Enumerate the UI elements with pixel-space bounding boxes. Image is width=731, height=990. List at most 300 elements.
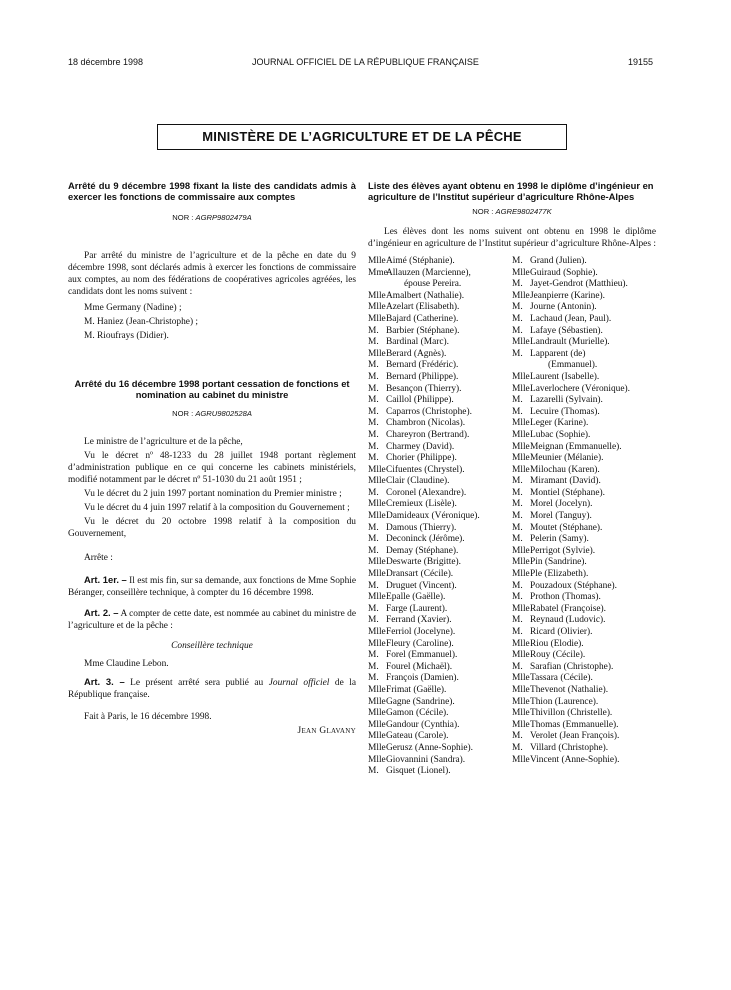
graduate-name: Gandour (Cynthia).: [386, 719, 460, 730]
graduate-entry: [368, 743, 512, 755]
graduate-entry: [368, 523, 512, 535]
graduate-title: M.: [368, 650, 379, 661]
graduate-entry: [368, 302, 512, 314]
graduate-title: Mlle: [512, 638, 530, 649]
graduate-entry: [512, 755, 656, 767]
graduate-entry: [368, 592, 512, 604]
graduate-name: Leger (Karine).: [530, 418, 589, 429]
candidate-name: M. Haniez (Jean-Christophe) ;: [84, 317, 199, 327]
header-page-number: 19155: [627, 57, 653, 67]
graduate-name: Druguet (Vincent).: [386, 580, 457, 591]
graduate-entry: [512, 453, 656, 465]
graduate-name: Reynaud (Ludovic).: [530, 615, 606, 626]
graduate-title: M.: [368, 406, 379, 417]
graduate-name: Thevenot (Nathalie).: [530, 684, 609, 695]
graduate-name: Bernard (Frédéric).: [386, 360, 459, 371]
graduate-name: Caparros (Christophe).: [386, 406, 472, 417]
article-1-label: Art. 1er. –: [84, 574, 127, 585]
graduate-title: Mme: [368, 267, 388, 278]
graduate-title: Mlle: [368, 511, 386, 522]
nor-reference: [368, 206, 656, 218]
article-3-label: Art. 3. –: [84, 676, 125, 687]
graduate-name: Cifuentes (Chrystel).: [386, 464, 465, 475]
graduate-name: Lecuire (Thomas).: [530, 406, 600, 417]
graduate-name: Vincent (Anne-Sophie).: [530, 754, 620, 765]
graduate-title: M.: [512, 487, 523, 498]
graduate-name: Pin (Sandrine).: [530, 557, 587, 568]
graduate-entry: [368, 557, 512, 569]
graduate-name: Riou (Elodie).: [530, 638, 584, 649]
graduate-entry: [368, 279, 512, 291]
graduate-entry: [368, 256, 512, 268]
graduate-name: Ferriol (Jocelyne).: [386, 627, 456, 637]
graduate-entry: [368, 731, 512, 743]
graduate-name: Caillol (Philippe).: [386, 395, 454, 406]
graduate-name: Lubac (Sophie).: [530, 429, 591, 440]
graduate-entry: [368, 476, 512, 488]
graduate-title: Mlle: [368, 627, 386, 637]
graduate-title: Mlle: [512, 696, 530, 707]
graduate-entry: [368, 697, 512, 709]
graduate-title: M.: [512, 522, 523, 533]
graduate-entry: [368, 453, 512, 465]
graduate-entry: [368, 534, 512, 546]
graduate-title: M.: [512, 742, 523, 753]
graduate-entry: [368, 673, 512, 685]
graduate-title: M.: [512, 325, 523, 336]
graduate-entry: [368, 465, 512, 477]
graduate-entry: [512, 360, 656, 372]
graduate-title: Mlle: [512, 453, 530, 464]
graduate-entry: [512, 708, 656, 720]
graduate-name: Bernard (Philippe).: [386, 371, 459, 382]
graduate-entry: [512, 268, 656, 280]
graduate-entry: [512, 650, 656, 662]
graduate-entry: [512, 337, 656, 349]
graduate-title: M.: [368, 429, 379, 440]
graduate-name: Fourel (Michaël).: [386, 661, 453, 672]
graduate-title: M.: [368, 766, 379, 777]
graduate-title: Mlle: [512, 708, 530, 719]
graduate-name: Miramant (David).: [530, 476, 601, 487]
graduate-title: Mlle: [368, 638, 386, 649]
graduates-list: [368, 256, 656, 778]
graduate-title: Mlle: [368, 684, 386, 695]
graduate-name: Cremieux (Lisèle).: [386, 499, 457, 510]
graduate-name: Verolet (Jean François).: [530, 731, 620, 742]
graduate-name: Pouzadoux (Stéphane).: [530, 580, 617, 591]
graduate-title: Mlle: [368, 569, 386, 580]
graduate-title: M.: [512, 499, 523, 510]
graduates-column-1: [368, 256, 512, 778]
graduate-title: Mlle: [368, 302, 386, 313]
article-3-text-a: Le présent arrêté sera publié au: [130, 678, 264, 688]
graduate-title: Mlle: [512, 464, 530, 475]
graduate-title: M.: [368, 673, 379, 684]
graduate-title: Mlle: [368, 731, 386, 742]
graduate-title: M.: [368, 522, 379, 533]
graduate-name: Frimat (Gaëlle).: [386, 684, 447, 695]
graduate-entry: [512, 685, 656, 697]
graduate-name: Gateau (Carole).: [386, 731, 449, 742]
nominee-name: Mme Claudine Lebon.: [84, 659, 169, 669]
graduate-title: Mlle: [512, 383, 530, 394]
graduate-title: M.: [512, 476, 523, 487]
graduate-entry: [512, 639, 656, 651]
graduate-title: Mlle: [368, 464, 386, 475]
graduate-name: Morel (Tanguy).: [530, 511, 592, 522]
graduate-title: M.: [368, 371, 379, 382]
graduate-title: Mlle: [368, 348, 386, 359]
graduate-name: Lafaye (Sébastien).: [530, 325, 603, 336]
graduate-name: Pelerin (Samy).: [530, 534, 589, 545]
graduate-entry: [512, 314, 656, 326]
arrete-commissaire-aux-comptes: [68, 180, 356, 342]
nor-code: AGRE9802477K: [495, 207, 552, 216]
graduate-entry: [368, 407, 512, 419]
graduate-title: Mlle: [368, 754, 386, 765]
graduate-name: Damideaux (Véronique).: [386, 511, 480, 522]
graduate-title: M.: [368, 453, 379, 464]
nor-code: AGRP9802479A: [195, 213, 252, 222]
graduate-name: Perrigot (Sylvie).: [530, 545, 596, 556]
graduate-name: Besançon (Thierry).: [386, 383, 462, 394]
graduate-entry: [368, 314, 512, 326]
graduate-name: Coronel (Alexandre).: [386, 487, 467, 498]
graduate-name: Chareyron (Bertrand).: [386, 429, 470, 440]
graduate-entry: [512, 615, 656, 627]
graduate-entry: [512, 523, 656, 535]
graduate-name: Gamon (Cécile).: [386, 708, 449, 719]
graduate-entry: [512, 407, 656, 419]
graduate-title: M.: [368, 615, 379, 626]
graduate-entry: [512, 372, 656, 384]
visa-decret-octobre-1998: Vu le décret du 20 octobre 1998 relatif à la composition du Gouvernement,: [68, 517, 356, 539]
graduate-entry: [512, 581, 656, 593]
graduate-name: Chambron (Nicolas).: [386, 418, 466, 429]
article-2: [68, 607, 356, 632]
graduate-title: M.: [368, 418, 379, 429]
graduate-entry: [368, 685, 512, 697]
journal-officiel-ref: Journal officiel: [268, 678, 330, 688]
graduate-name: Jayet-Gendrot (Matthieu).: [530, 279, 628, 290]
graduate-name: épouse Pereira.: [404, 279, 462, 290]
graduate-name: Laurent (Isabelle).: [530, 371, 600, 382]
graduate-name: Giovannini (Sandra).: [386, 754, 466, 765]
graduate-entry: [512, 557, 656, 569]
graduate-name: Chorier (Philippe).: [386, 453, 457, 464]
graduate-name: Montiel (Stéphane).: [530, 487, 605, 498]
fait-a-paris: Fait à Paris, le 16 décembre 1998.: [84, 712, 212, 722]
right-column: [368, 180, 656, 778]
graduate-title: M.: [368, 441, 379, 452]
graduate-title: Mlle: [512, 673, 530, 684]
graduate-name: Gerusz (Anne-Sophie).: [386, 742, 473, 753]
list-title: Liste des élèves ayant obtenu en 1998 le diplôme d’ingénieur en agriculture de l’Institut supérieur d’agriculture Rhône-Alpes: [368, 180, 654, 202]
graduate-title: M.: [512, 302, 523, 313]
graduate-entry: [368, 442, 512, 454]
graduate-title: M.: [512, 256, 523, 266]
graduate-name: Aimé (Stéphanie).: [386, 256, 455, 266]
graduate-entry: [368, 430, 512, 442]
graduate-name: Lapparent (de): [530, 348, 586, 359]
graduate-title: Mlle: [512, 267, 530, 278]
graduate-name: Epalle (Gaëlle).: [386, 592, 446, 603]
graduate-name: Jeanpierre (Karine).: [530, 290, 605, 301]
article-3-text-b: de la République française.: [68, 678, 357, 700]
graduate-title: Mlle: [512, 650, 530, 661]
graduate-name: Morel (Jocelyn).: [530, 499, 593, 510]
graduate-title: M.: [368, 325, 379, 336]
graduate-entry: [512, 534, 656, 546]
nor-reference: [68, 408, 356, 420]
graduate-entry: [512, 279, 656, 291]
graduate-entry: [368, 268, 512, 280]
graduate-entry: [368, 766, 512, 778]
graduate-name: Berard (Agnès).: [386, 348, 447, 359]
graduate-title: Mlle: [368, 708, 386, 719]
candidate-name: M. Rioufrays (Didier).: [84, 331, 169, 341]
graduate-title: M.: [368, 661, 379, 672]
graduate-entry: [368, 627, 512, 639]
graduate-name: Laverlochere (Véronique).: [530, 383, 630, 394]
graduate-title: Mlle: [512, 754, 530, 765]
graduate-entry: [512, 662, 656, 674]
left-column: [68, 180, 356, 737]
graduate-name: Dransart (Cécile).: [386, 569, 454, 580]
graduate-name: Gisquet (Lionel).: [386, 766, 451, 777]
graduate-name: Damous (Thierry).: [386, 522, 457, 533]
graduate-title: Mlle: [512, 418, 530, 429]
graduate-entry: [512, 697, 656, 709]
graduate-entry: [368, 326, 512, 338]
graduate-name: Tassara (Cécile).: [530, 673, 593, 684]
graduate-entry: [368, 546, 512, 558]
graduate-entry: [512, 291, 656, 303]
graduate-entry: [368, 395, 512, 407]
graduate-title: M.: [512, 279, 523, 290]
graduate-entry: [512, 546, 656, 558]
graduate-entry: [368, 755, 512, 767]
graduate-entry: [368, 615, 512, 627]
graduate-name: Barbier (Stéphane).: [386, 325, 460, 336]
graduate-name: Milochau (Karen).: [530, 464, 600, 475]
graduate-name: Moutet (Stéphane).: [530, 522, 603, 533]
graduate-entry: [368, 384, 512, 396]
graduate-entry: [512, 256, 656, 268]
graduate-name: Farge (Laurent).: [386, 603, 448, 614]
graduate-entry: [368, 708, 512, 720]
graduate-entry: [368, 488, 512, 500]
graduate-entry: [512, 384, 656, 396]
graduate-title: Mlle: [368, 557, 386, 568]
graduate-title: M.: [512, 627, 523, 637]
graduate-entry: [368, 720, 512, 732]
article-1: [68, 574, 356, 599]
graduate-entry: [512, 476, 656, 488]
arrete-title: Arrêté du 9 décembre 1998 fixant la liste des candidats admis à exercer les fonctions de commissaire aux comptes: [68, 180, 356, 202]
candidate-name: Mme Germany (Nadine) ;: [84, 303, 182, 313]
graduate-title: Mlle: [368, 256, 386, 266]
graduate-name: Journe (Antonin).: [530, 302, 597, 313]
graduate-name: Sarafian (Christophe).: [530, 661, 614, 672]
graduate-entry: [512, 569, 656, 581]
graduate-title: M.: [512, 580, 523, 591]
graduate-title: Mlle: [512, 684, 530, 695]
graduate-title: M.: [512, 534, 523, 545]
arrete-word: Arrête :: [84, 553, 113, 563]
graduate-name: Charmey (David).: [386, 441, 455, 452]
graduate-title: Mlle: [368, 719, 386, 730]
nor-label: NOR :: [172, 213, 194, 222]
graduate-entry: [368, 581, 512, 593]
graduate-title: M.: [368, 395, 379, 406]
graduate-name: Thion (Laurence).: [530, 696, 599, 707]
arrete-title: Arrêté du 16 décembre 1998 portant cessation de fonctions et nomination au cabinet du ministre: [74, 378, 350, 400]
nor-code: AGRU9802528A: [195, 409, 252, 418]
graduate-name: Deswarte (Brigitte).: [386, 557, 461, 568]
graduate-entry: [368, 372, 512, 384]
graduate-name: Bajard (Catherine).: [386, 313, 459, 324]
graduate-name: Lachaud (Jean, Paul).: [530, 313, 612, 324]
graduate-title: M.: [512, 395, 523, 406]
graduate-entry: [368, 604, 512, 616]
nor-label: NOR :: [472, 207, 494, 216]
graduate-title: Mlle: [512, 429, 530, 440]
graduate-name: Bardinal (Marc).: [386, 337, 449, 348]
graduate-entry: [368, 291, 512, 303]
graduate-title: M.: [368, 580, 379, 591]
graduate-name: (Emmanuel).: [548, 360, 598, 371]
graduate-entry: [368, 499, 512, 511]
graduate-entry: [368, 349, 512, 361]
graduate-name: Azelart (Elisabeth).: [386, 302, 460, 313]
graduate-entry: [368, 650, 512, 662]
graduate-name: Fleury (Caroline).: [386, 638, 454, 649]
graduate-title: M.: [512, 615, 523, 626]
arrete-body: Par arrêté du ministre de l’agriculture et de la pêche en date du 9 décembre 1998, sont déclarés admis à exercer les fonctions de commissaire aux comptes, au nom des fédérations de coopératives agricoles agréées, les candidats dont les noms suivent :: [68, 251, 356, 297]
graduate-title: M.: [512, 731, 523, 742]
graduate-entry: [512, 349, 656, 361]
graduate-name: Thivillon (Christelle).: [530, 708, 613, 719]
graduate-title: Mlle: [368, 592, 386, 603]
graduate-name: Ple (Elizabeth).: [530, 569, 589, 580]
graduate-entry: [512, 499, 656, 511]
graduate-title: M.: [512, 511, 523, 522]
visa-decret-juin-1997: Vu le décret du 2 juin 1997 portant nomination du Premier ministre ;: [84, 489, 342, 499]
graduate-name: Grand (Julien).: [530, 256, 587, 266]
graduate-title: M.: [512, 348, 523, 359]
graduate-name: Meignan (Emmanuelle).: [530, 441, 622, 452]
graduate-title: Mlle: [368, 696, 386, 707]
header-journal-title: JOURNAL OFFICIEL DE LA RÉPUBLIQUE FRANÇAISE: [252, 57, 479, 67]
graduate-entry: [512, 673, 656, 685]
graduate-name: Forel (Emmanuel).: [386, 650, 458, 661]
graduate-name: Landrault (Murielle).: [530, 337, 610, 348]
article-2-label: Art. 2. –: [84, 607, 119, 618]
graduates-column-2: [512, 256, 656, 778]
graduate-name: Ferrand (Xavier).: [386, 615, 452, 626]
article-3: [68, 676, 356, 701]
graduate-name: Meunier (Mélanie).: [530, 453, 604, 464]
signature: Jean Glavany: [297, 726, 356, 736]
graduate-title: Mlle: [512, 557, 530, 568]
graduate-name: Rabatel (Françoise).: [530, 603, 607, 614]
graduate-title: M.: [512, 313, 523, 324]
graduate-title: M.: [368, 337, 379, 348]
graduate-name: Deconinck (Jérôme).: [386, 534, 465, 545]
graduate-name: Amalbert (Nathalie).: [386, 290, 465, 301]
graduate-name: Allauzen (Marcienne),: [386, 267, 471, 278]
article-2-text: A compter de cette date, est nommée au cabinet du ministre de l’agriculture et de la pêche :: [68, 609, 357, 631]
graduate-name: François (Damien).: [386, 673, 459, 684]
graduate-title: M.: [368, 360, 379, 371]
graduate-entry: [512, 488, 656, 500]
graduate-name: Lazarelli (Sylvain).: [530, 395, 603, 406]
graduate-entry: [512, 326, 656, 338]
graduate-entry: [368, 569, 512, 581]
graduate-title: Mlle: [512, 337, 530, 348]
list-intro: Les élèves dont les noms suivent ont obtenu en 1998 le diplôme d’ingénieur en agriculture de l’Institut supérieur d’agriculture Rhône-Alpes :: [368, 227, 656, 249]
graduate-title: M.: [368, 545, 379, 556]
graduate-title: Mlle: [368, 476, 386, 487]
article-1-text: Il est mis fin, sur sa demande, aux fonctions de Mme Sophie Béranger, conseillère technique, à compter du 16 décembre 1998.: [68, 576, 357, 598]
graduate-entry: [368, 337, 512, 349]
graduate-title: M.: [512, 661, 523, 672]
graduate-name: Demay (Stéphane).: [386, 545, 459, 556]
graduate-title: M.: [512, 406, 523, 417]
arrete-cabinet-ministre: [68, 378, 356, 737]
graduate-entry: [512, 720, 656, 732]
preamble-minister: Le ministre de l’agriculture et de la pêche,: [84, 437, 243, 447]
graduate-entry: [512, 743, 656, 755]
graduate-entry: [512, 395, 656, 407]
graduate-entry: [512, 302, 656, 314]
graduate-title: M.: [368, 487, 379, 498]
graduate-entry: [368, 639, 512, 651]
graduate-name: Guiraud (Sophie).: [530, 267, 598, 278]
nor-label: NOR :: [172, 409, 194, 418]
graduate-entry: [512, 430, 656, 442]
nor-reference: [68, 212, 356, 224]
graduate-entry: [512, 731, 656, 743]
graduate-title: M.: [368, 603, 379, 614]
graduate-name: Prothon (Thomas).: [530, 592, 601, 603]
graduate-entry: [512, 418, 656, 430]
graduate-entry: [512, 442, 656, 454]
graduate-name: Clair (Claudine).: [386, 476, 450, 487]
graduate-name: Thomas (Emmanuelle).: [530, 719, 619, 730]
graduate-title: Mlle: [512, 569, 530, 580]
graduate-title: Mlle: [512, 441, 530, 452]
graduate-title: M.: [368, 383, 379, 394]
visa-decret-4-juin-1997: Vu le décret du 4 juin 1997 relatif à la composition du Gouvernement ;: [84, 503, 350, 513]
visa-decret-1948: Vu le décret nº 48-1233 du 28 juillet 1948 portant règlement d’administration publique en ce qui concerne les cabinets ministériels, modifié notamment par le décret nº 51-1030 du 21 août 1951 ;: [68, 451, 356, 485]
graduate-title: Mlle: [512, 371, 530, 382]
header-date: 18 décembre 1998: [68, 57, 144, 67]
ministry-banner: MINISTÈRE DE L’AGRICULTURE ET DE LA PÊCHE: [157, 124, 567, 150]
nominee-role: Conseillère technique: [171, 641, 253, 651]
graduate-entry: [368, 360, 512, 372]
graduate-entry: [368, 662, 512, 674]
graduate-entry: [512, 511, 656, 523]
graduate-entry: [368, 418, 512, 430]
graduate-name: Ricard (Olivier).: [530, 627, 593, 637]
graduate-title: Mlle: [368, 313, 386, 324]
graduate-title: Mlle: [512, 719, 530, 730]
graduate-title: Mlle: [368, 499, 386, 510]
graduate-entry: [368, 511, 512, 523]
